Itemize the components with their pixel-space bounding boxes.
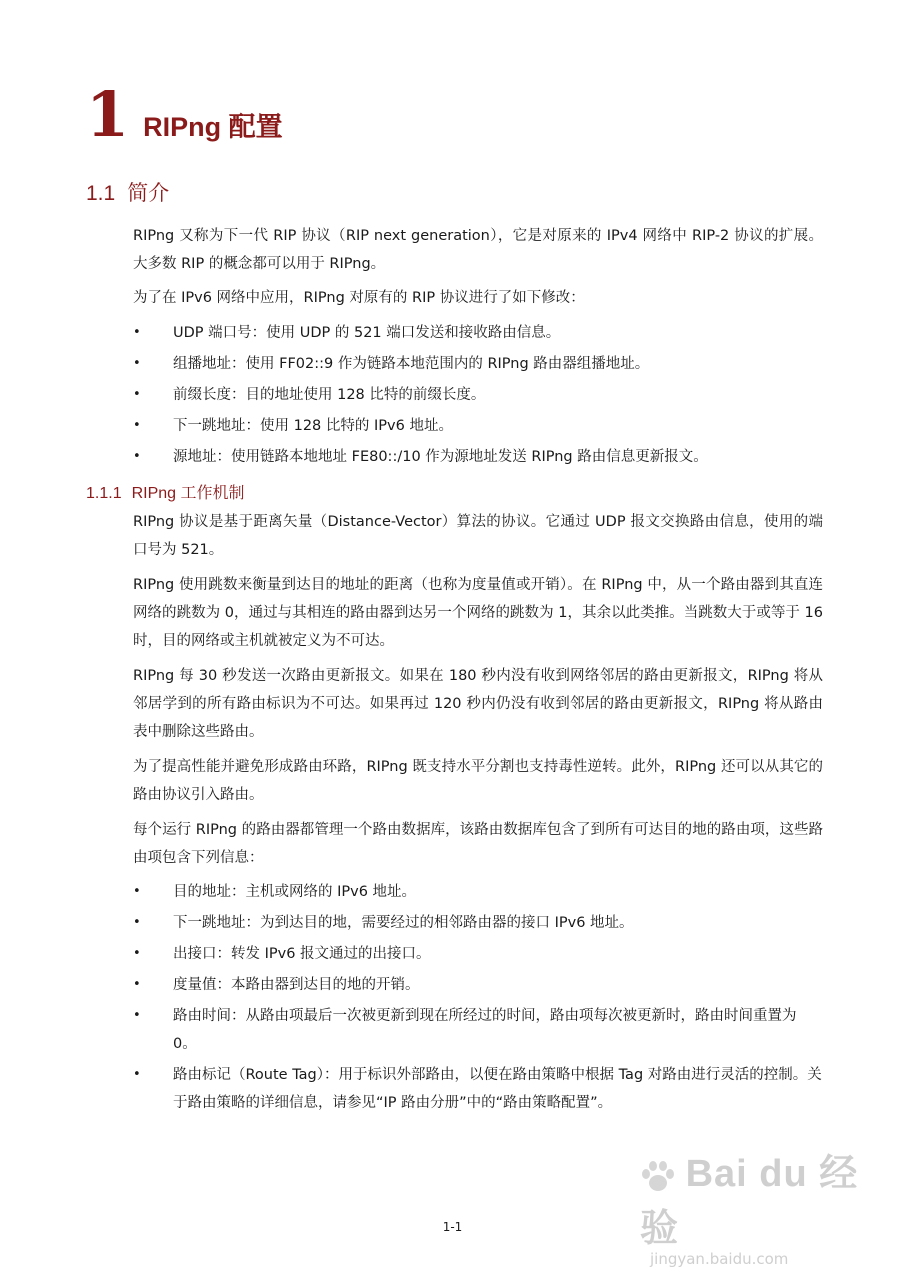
subsection-title: RIPng 工作机制 [131, 485, 245, 502]
bullet-icon: • [133, 977, 141, 992]
body-paragraph: 为了提高性能并避免形成路由环路，RIPng 既支持水平分割也支持毒性逆转。此外，RIPng 还可以从其它的路由协议引入路由。 [133, 759, 823, 803]
list-item: • 前缀长度：目的地址使用 128 比特的前缀长度。 [133, 381, 823, 409]
baidu-jingyan-watermark [640, 1142, 890, 1268]
bullet-icon: • [133, 356, 141, 371]
mechanism-bullet-list [133, 878, 823, 1117]
body-paragraph: RIPng 使用跳数来衡量到达目的地址的距离（也称为度量值或开销）。在 RIPng 中，从一个路由器到其直连网络的跳数为 0，通过与其相连的路由器到达另一个网络的跳数为 1，其余以此类推。当跳数大于或等于 16 时，目的网络或主机就被定义为不可达。 [133, 577, 823, 649]
body-paragraph: RIPng 每 30 秒发送一次路由更新报文。如果在 180 秒内没有收到网络邻居的路由更新报文，RIPng 将从邻居学到的所有路由标识为不可达。如果再过 120 秒内仍没有收到邻居的路由更新报文，RIPng 将从路由表中删除这些路由。 [133, 668, 823, 740]
bullet-icon: • [133, 418, 141, 433]
watermark-url: jingyan.baidu.com [650, 1250, 789, 1268]
list-item: • 出接口：转发 IPv6 报文通过的出接口。 [133, 940, 823, 968]
section-heading [86, 177, 169, 207]
watermark-logo: Bai du 经验 [640, 1153, 859, 1250]
list-item: • UDP 端口号：使用 UDP 的 521 端口发送和接收路由信息。 [133, 319, 823, 347]
chapter-heading [86, 78, 283, 151]
bullet-icon: • [133, 946, 141, 961]
body-paragraph: RIPng 协议是基于距离矢量（Distance-Vector）算法的协议。它通过 UDP 报文交换路由信息，使用的端口号为 521。 [133, 514, 823, 558]
list-item: • 路由时间：从路由项最后一次被更新到现在所经过的时间，路由项每次被更新时，路由时间重置为 0。 [133, 1002, 823, 1058]
paw-icon [640, 1159, 674, 1193]
section-title: 简介 [127, 182, 170, 205]
list-item: • 组播地址：使用 FF02::9 作为链路本地范围内的 RIPng 路由器组播地址。 [133, 350, 823, 378]
intro-block [133, 222, 823, 471]
chapter-number: 1 [86, 78, 130, 151]
bullet-icon: • [133, 1008, 141, 1023]
list-item: • 下一跳地址：使用 128 比特的 IPv6 地址。 [133, 412, 823, 440]
list-item: • 目的地址：主机或网络的 IPv6 地址。 [133, 878, 823, 906]
bullet-icon: • [133, 884, 141, 899]
section-number: 1.1 [86, 182, 116, 205]
bullet-icon: • [133, 325, 141, 340]
body-paragraph: 每个运行 RIPng 的路由器都管理一个路由数据库，该路由数据库包含了到所有可达目的地的路由项，这些路由项包含下列信息： [133, 822, 823, 866]
page-number: 1-1 [442, 1220, 463, 1234]
list-item: • 源地址：使用链路本地地址 FE80::/10 作为源地址发送 RIPng 路由信息更新报文。 [133, 443, 823, 471]
bullet-icon: • [133, 1067, 141, 1082]
intro-paragraph: RIPng 又称为下一代 RIP 协议（RIP next generation），它是对原来的 IPv4 网络中 RIP-2 协议的扩展。大多数 RIP 的概念都可以用于 RIPng。 [133, 228, 823, 272]
chapter-title: RIPng 配置 [143, 112, 283, 142]
list-item: • 路由标记（Route Tag）：用于标识外部路由，以便在路由策略中根据 Tag 对路由进行灵活的控制。关于路由策略的详细信息，请参见“IP 路由分册”中的“路由策略配置”。 [133, 1061, 823, 1117]
subsection-number: 1.1.1 [86, 485, 122, 502]
subsection-heading [86, 480, 245, 503]
list-item: • 度量值：本路由器到达目的地的开销。 [133, 971, 823, 999]
bullet-icon: • [133, 449, 141, 464]
mechanism-block [133, 508, 823, 1117]
intro-bullet-list [133, 319, 823, 471]
bullet-icon: • [133, 387, 141, 402]
intro-paragraph: 为了在 IPv6 网络中应用，RIPng 对原有的 RIP 协议进行了如下修改： [133, 290, 585, 306]
bullet-icon: • [133, 915, 141, 930]
list-item: • 下一跳地址：为到达目的地，需要经过的相邻路由器的接口 IPv6 地址。 [133, 909, 823, 937]
